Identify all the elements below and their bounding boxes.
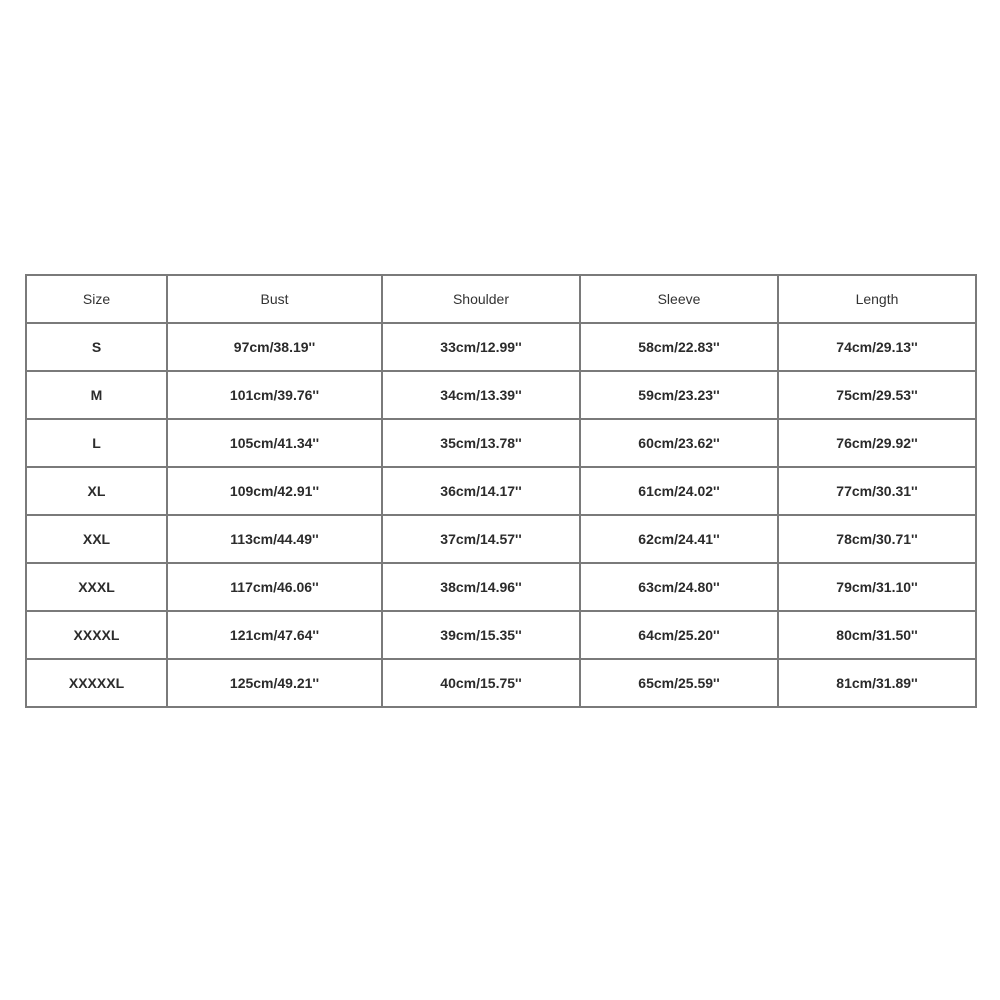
shoulder-cell: 39cm/15.35'': [382, 611, 580, 659]
length-cell: 78cm/30.71'': [778, 515, 976, 563]
bust-cell: 105cm/41.34'': [167, 419, 382, 467]
sleeve-cell: 62cm/24.41'': [580, 515, 778, 563]
length-cell: 76cm/29.92'': [778, 419, 976, 467]
length-cell: 81cm/31.89'': [778, 659, 976, 707]
bust-cell: 121cm/47.64'': [167, 611, 382, 659]
length-cell: 74cm/29.13'': [778, 323, 976, 371]
shoulder-cell: 36cm/14.17'': [382, 467, 580, 515]
size-cell: XXXXXL: [26, 659, 167, 707]
sleeve-cell: 59cm/23.23'': [580, 371, 778, 419]
table-row: [26, 323, 976, 371]
table-row: [26, 419, 976, 467]
length-cell: 77cm/30.31'': [778, 467, 976, 515]
size-cell: S: [26, 323, 167, 371]
shoulder-cell: 33cm/12.99'': [382, 323, 580, 371]
shoulder-cell: 35cm/13.78'': [382, 419, 580, 467]
table-row: [26, 563, 976, 611]
table-row: [26, 467, 976, 515]
table-row: [26, 611, 976, 659]
sleeve-cell: 63cm/24.80'': [580, 563, 778, 611]
table-row: [26, 371, 976, 419]
size-cell: L: [26, 419, 167, 467]
sleeve-cell: 64cm/25.20'': [580, 611, 778, 659]
sleeve-cell: 65cm/25.59'': [580, 659, 778, 707]
length-cell: 80cm/31.50'': [778, 611, 976, 659]
table-row: [26, 659, 976, 707]
size-cell: XXXL: [26, 563, 167, 611]
size-cell: M: [26, 371, 167, 419]
bust-cell: 117cm/46.06'': [167, 563, 382, 611]
header-size: Size: [26, 275, 167, 323]
sleeve-cell: 58cm/22.83'': [580, 323, 778, 371]
length-cell: 75cm/29.53'': [778, 371, 976, 419]
header-bust: Bust: [167, 275, 382, 323]
header-sleeve: Sleeve: [580, 275, 778, 323]
size-cell: XL: [26, 467, 167, 515]
sleeve-cell: 60cm/23.62'': [580, 419, 778, 467]
size-cell: XXL: [26, 515, 167, 563]
bust-cell: 109cm/42.91'': [167, 467, 382, 515]
bust-cell: 113cm/44.49'': [167, 515, 382, 563]
table-header-row: [26, 275, 976, 323]
bust-cell: 97cm/38.19'': [167, 323, 382, 371]
size-chart-table: [25, 274, 977, 708]
table-row: [26, 515, 976, 563]
shoulder-cell: 38cm/14.96'': [382, 563, 580, 611]
shoulder-cell: 34cm/13.39'': [382, 371, 580, 419]
shoulder-cell: 40cm/15.75'': [382, 659, 580, 707]
length-cell: 79cm/31.10'': [778, 563, 976, 611]
bust-cell: 101cm/39.76'': [167, 371, 382, 419]
shoulder-cell: 37cm/14.57'': [382, 515, 580, 563]
sleeve-cell: 61cm/24.02'': [580, 467, 778, 515]
header-shoulder: Shoulder: [382, 275, 580, 323]
header-length: Length: [778, 275, 976, 323]
size-cell: XXXXL: [26, 611, 167, 659]
bust-cell: 125cm/49.21'': [167, 659, 382, 707]
